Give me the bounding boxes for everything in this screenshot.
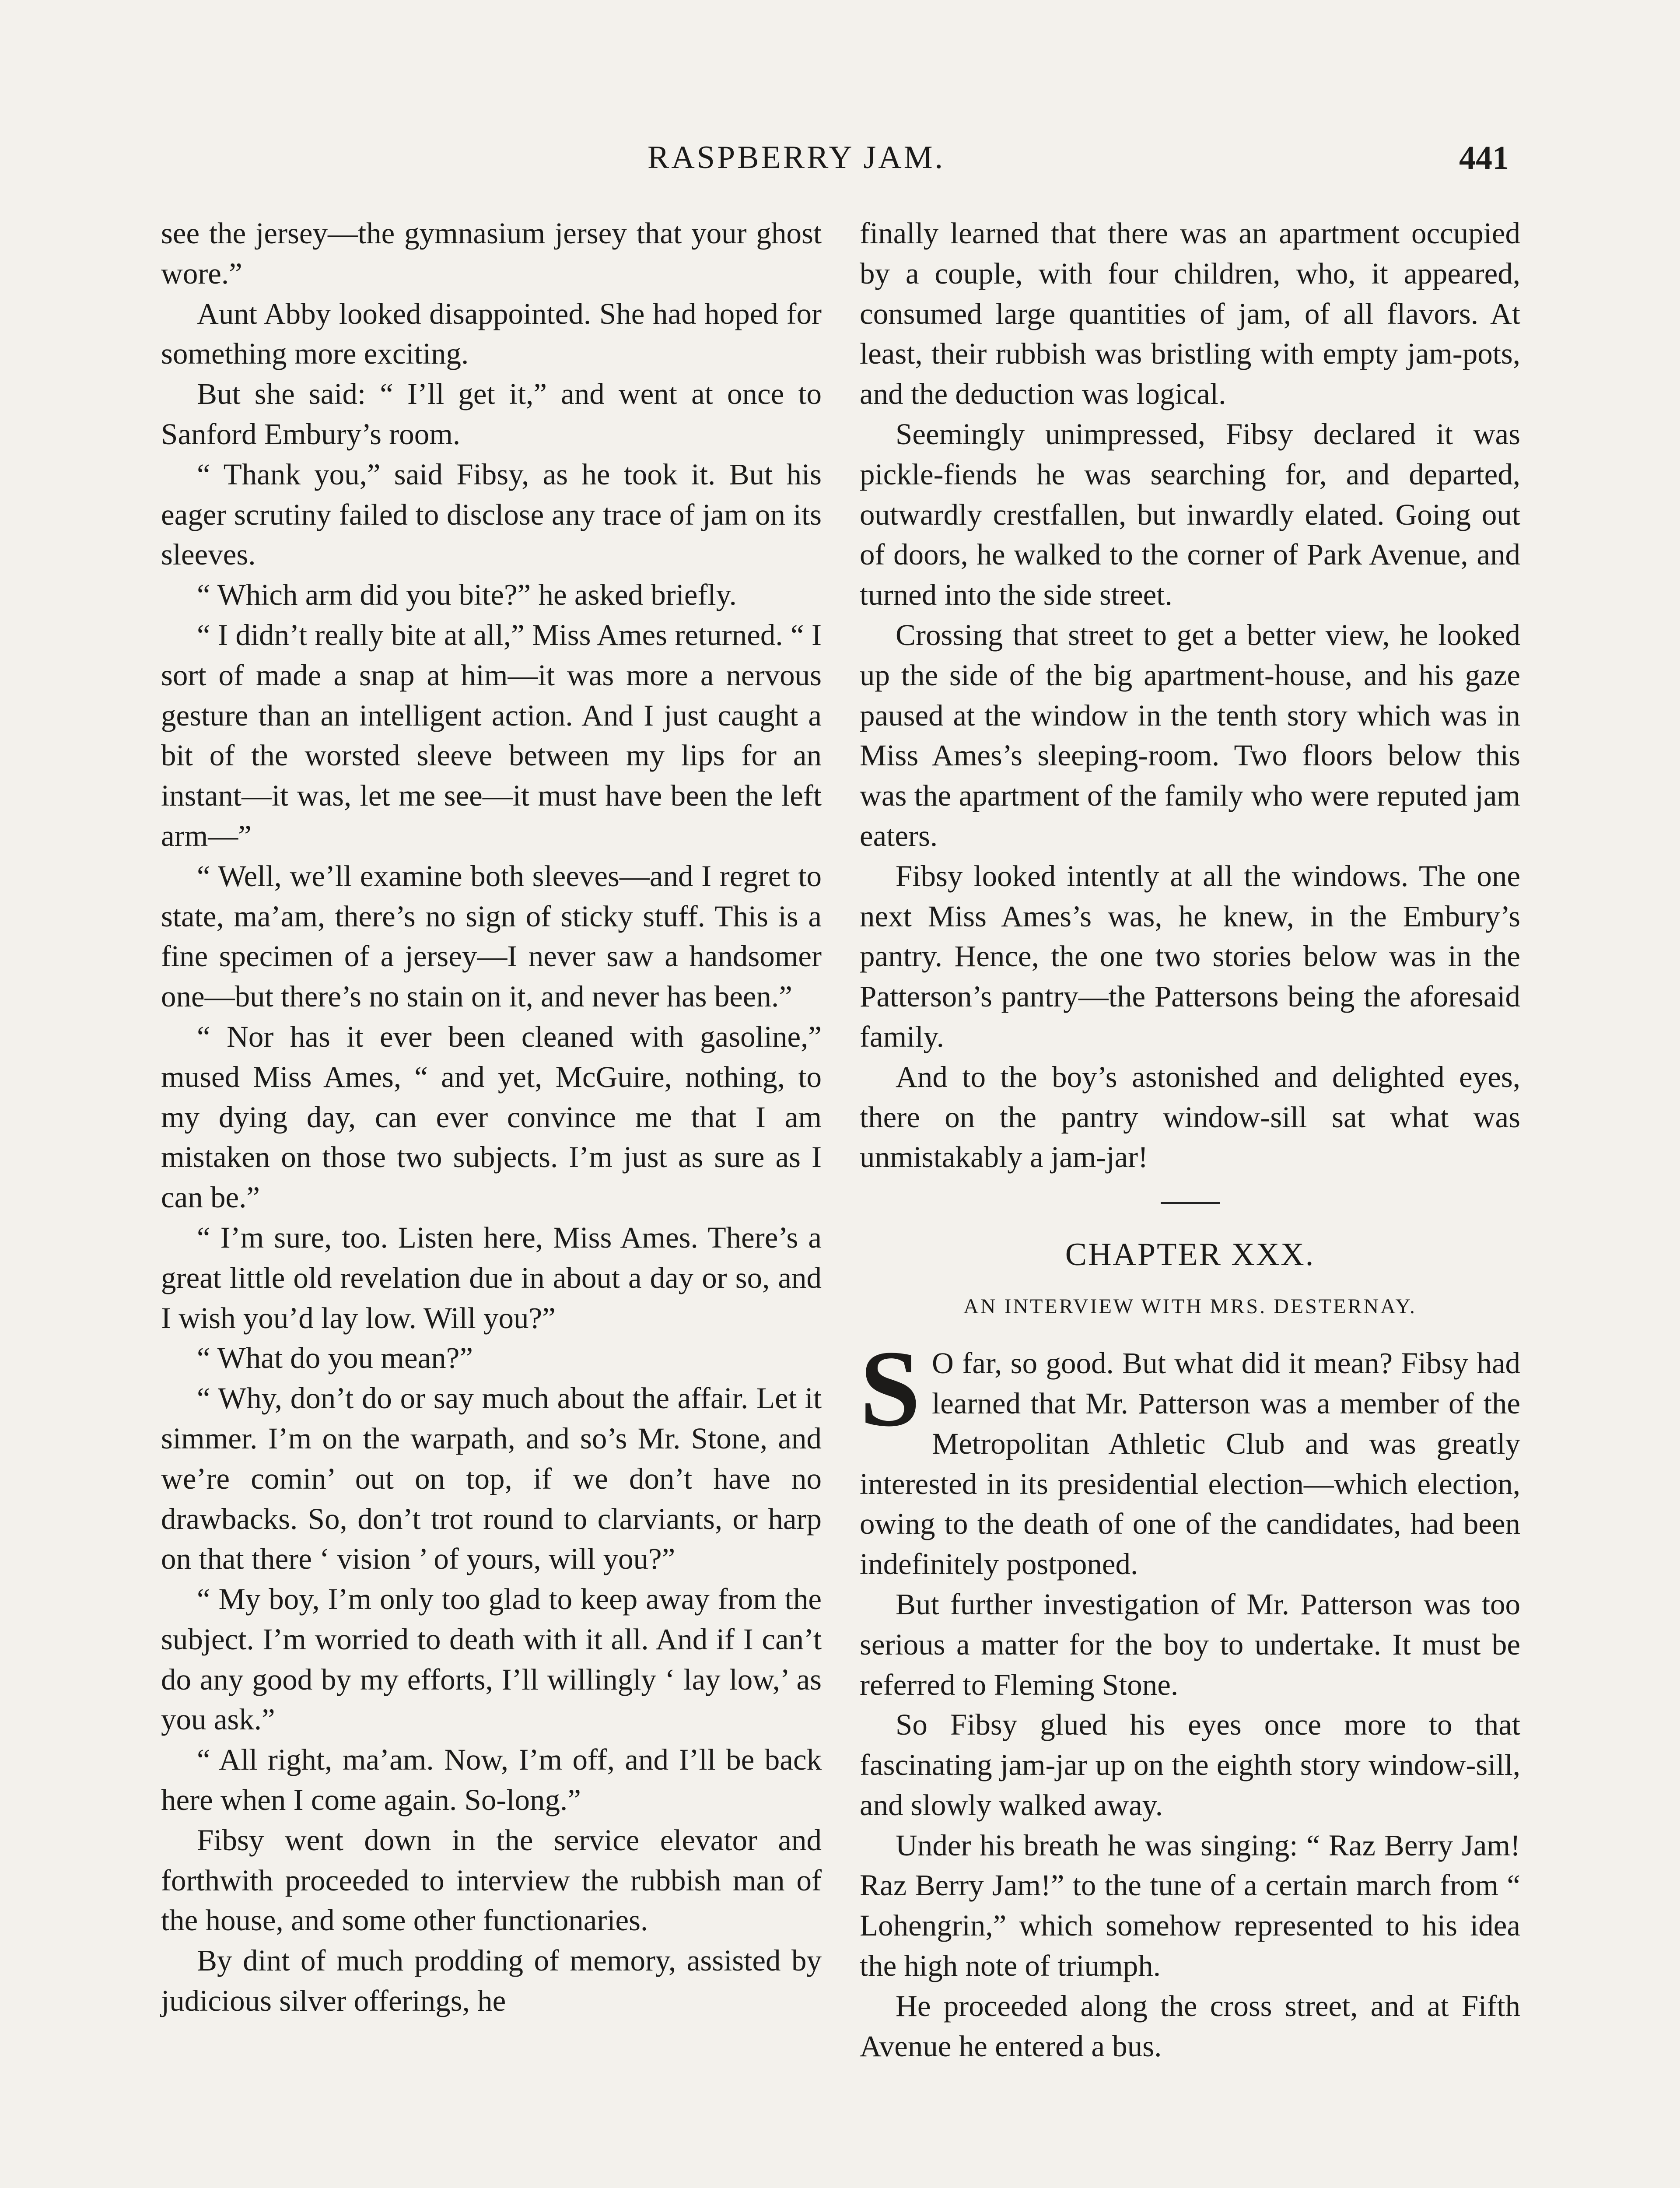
paragraph: Fibsy went down in the service elevator and forthwith proceeded to interview the rubbish man of the house, and some other functionaries.: [161, 1823, 822, 1937]
opening-paragraph: O far, so good. But what did it mean? Fibsy had learned that Mr. Patterson was a member of the Metropolitan Athletic Club and was greatly interested in its presidential election—which election, owing to the death of one of the candidates, had been indefinitely postponed.: [860, 1346, 1520, 1581]
paragraph: “ My boy, I’m only too glad to keep away from the subject. I’m worried to death with it all. And if I can’t do any good by my efforts, I’ll willingly ‘ lay low,’ as you ask.”: [161, 1582, 822, 1736]
paragraph: “ What do you mean?”: [197, 1341, 473, 1375]
paragraph: “ Thank you,” said Fibsy, as he took it. But his eager scrutiny failed to disclose any trace of jam on its sleeves.: [161, 457, 822, 572]
paragraph: “ Why, don’t do or say much about the affair. Let it simmer. I’m on the warpath, and so’s Mr. Stone, and we’re comin’ out on top, if we don’t have no drawbacks. So, don’t trot round to clarviants, or harp on that there ‘ vision ’ of yours, will you?”: [161, 1382, 822, 1576]
paragraph: “ Nor has it ever been cleaned with gasoline,” mused Miss Ames, “ and yet, McGuire, nothing, to my dying day, can ever convince me that I am mistaken on those two subjects. I’m just as sure as I can be.”: [161, 1020, 822, 1214]
page-number: 441: [1459, 140, 1509, 176]
section-divider: [1161, 1202, 1220, 1204]
paragraph: By dint of much prodding of memory, assisted by judicious silver offerings, he: [161, 1944, 822, 2018]
chapter-title: CHAPTER XXX.: [1065, 1237, 1315, 1273]
chapter-subtitle: AN INTERVIEW WITH MRS. DESTERNAY.: [963, 1295, 1417, 1318]
chapter-opening: [860, 1328, 1520, 1585]
paragraph: “ Well, we’ll examine both sleeves—and I regret to state, ma’am, there’s no sign of sticky stuff. This is a fine specimen of a jersey—I never saw a handsomer one—but there’s no stain on it, and never has been.”: [161, 859, 822, 1013]
paragraph: But she said: “ I’ll get it,” and went at once to Sanford Embury’s room.: [161, 377, 822, 451]
paragraph: Crossing that street to get a better view, he looked up the side of the big apartment-house, and his gaze paused at the window in the tenth story which was in Miss Ames’s sleeping-room. Two floors below this was the apartment of the family who were reputed jam eaters.: [860, 618, 1520, 852]
paragraph: “ All right, ma’am. Now, I’m off, and I’ll be back here when I come again. So-long.”: [161, 1743, 822, 1817]
paragraph: finally learned that there was an apartment occupied by a couple, with four children, who, it appeared, consumed large quantities of jam, of all flavors. At least, their rubbish was bristling with empty jam-pots, and the deduction was logical.: [860, 217, 1520, 411]
right-column: [860, 214, 1520, 2066]
paragraph: Fibsy looked intently at all the windows. The one next Miss Ames’s was, he knew, in the Embury’s pantry. Hence, the one two stories below was in the Patterson’s pantry—the Pattersons being the aforesaid family.: [860, 859, 1520, 1053]
paragraph: see the jersey—the gymnasium jersey that your ghost wore.”: [161, 217, 822, 290]
drop-cap: S: [860, 1328, 921, 1450]
paragraph: Under his breath he was singing: “ Raz Berry Jam! Raz Berry Jam!” to the tune of a certain march from “ Lohengrin,” which somehow represented to his idea the high note of triumph.: [860, 1828, 1520, 1983]
paragraph: Seemingly unimpressed, Fibsy declared it was pickle-fiends he was searching for, and departed, outwardly crestfallen, but inwardly elated. Going out of doors, he walked to the corner of Park Avenue, and turned into the side street.: [860, 417, 1520, 612]
paragraph: But further investigation of Mr. Patterson was too serious a matter for the boy to undertake. It must be referred to Fleming Stone.: [860, 1587, 1520, 1701]
running-title: RASPBERRY JAM.: [648, 140, 945, 175]
paragraph: And to the boy’s astonished and delighted eyes, there on the pantry window-sill sat what was unmistakably a jam-jar!: [860, 1060, 1520, 1174]
paragraph: “ I’m sure, too. Listen here, Miss Ames. There’s a great little old revelation due in about a day or so, and I wish you’d lay low. Will you?”: [161, 1220, 822, 1335]
paragraph: “ I didn’t really bite at all,” Miss Ames returned. “ I sort of made a snap at him—it was more a nervous gesture than an intelligent action. And I just caught a bit of the worsted sleeve between my lips for an instant—it was, let me see—it must have been the left arm—”: [161, 618, 822, 852]
paragraph: So Fibsy glued his eyes once more to that fascinating jam-jar up on the eighth story window-sill, and slowly walked away.: [860, 1708, 1520, 1822]
paragraph: Aunt Abby looked disappointed. She had hoped for something more exciting.: [161, 297, 822, 371]
paragraph: “ Which arm did you bite?” he asked briefly.: [197, 578, 737, 612]
paragraph: He proceeded along the cross street, and at Fifth Avenue he entered a bus.: [860, 1989, 1520, 2063]
left-column: [161, 214, 822, 2021]
